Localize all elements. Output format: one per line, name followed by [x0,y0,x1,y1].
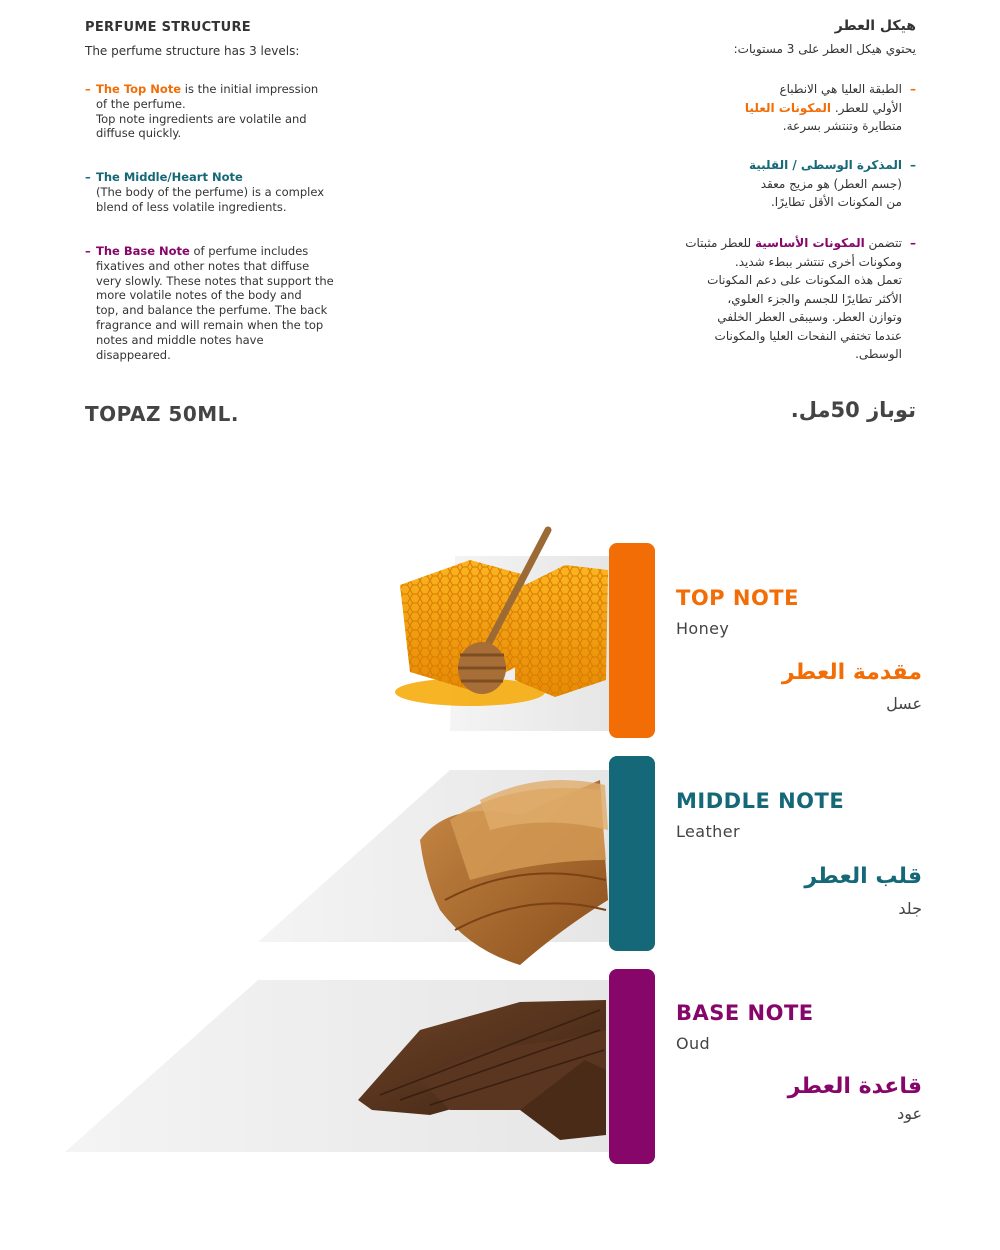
top-note-title-ar: مقدمة العطر [781,660,922,685]
bullet-dash: – [85,244,91,258]
base-note-highlight-ar: المكونات الأساسية [754,236,865,250]
middle-note-title-ar: قلب العطر [804,864,922,889]
base-note-ingredient: Oud [676,1034,711,1053]
base-note-highlight: The Base Note [96,244,190,258]
middle-note-ingredient-ar: جلد [898,899,922,918]
base-note-title: BASE NOTE [676,1001,814,1025]
top-note-ingredient-ar: عسل [886,694,922,713]
middle-note-highlight: The Middle/Heart Note [96,170,243,184]
english-middle-note-paragraph: – The Middle/Heart Note (The body of the perfume) is a complex blend of less volatile ingredients. [85,170,325,214]
middle-note-title: MIDDLE NOTE [676,789,845,813]
bullet-dash: – [910,158,916,172]
top-note-highlight: The Top Note [96,82,182,96]
arabic-title: هيكل العطر [834,18,916,34]
english-intro: The perfume structure has 3 levels: [85,44,300,58]
top-note-highlight-ar: المكونات العليا [744,100,832,115]
middle-note-bar [609,756,655,951]
product-name-ar: توباز 50مل. [790,398,916,422]
middle-note-highlight-ar: المذكرة الوسطى / القلبية [748,158,902,172]
arabic-top-note-paragraph: – الطبقة العليا هي الانطباع الأولي للعطر. المكونات العليا متطايرة وتنتشر بسرعة. [744,82,916,133]
arabic-middle-note-paragraph: – المذكرة الوسطى / القلبية (جسم العطر) هو مزيج معقد من المكونات الأقل تطايرًا. [748,158,916,209]
arabic-base-note-paragraph: – تتضمن المكونات الأساسية للعطر مثبتات ومكونات أخرى تنتشر ببطء شديد. تعمل هذه المكونات على دعم المكونات الأكثر تطايرًا للجسم والجزء العلوي، وتوازن العطر. وسيبقى العطر الخلفي عندما تختفي النفحات العليا والمكونات الوسطى. [685,236,916,361]
bullet-dash: – [910,82,916,96]
base-note-bar [609,969,655,1164]
product-name-en: TOPAZ 50ML. [85,402,239,426]
english-top-note-paragraph: – The Top Note is the initial impression of the perfume. Top note ingredients are volatile and diffuse quickly. [85,82,319,141]
top-note-title: TOP NOTE [676,586,799,610]
english-base-note-paragraph: – The Base Note of perfume includes fixatives and other notes that diffuse very slowly. These notes that support the more volatile notes of the body and top, and balance the perfume. The back fragrance and will remain when the top notes and middle notes have disappeared. [85,244,334,362]
arabic-intro: يحتوي هيكل العطر على 3 مستويات: [733,42,916,56]
base-note-ingredient-ar: عود [897,1104,922,1123]
middle-note-ingredient: Leather [676,822,740,841]
bullet-dash: – [910,236,916,250]
top-note-ingredient: Honey [676,619,730,638]
bullet-dash: – [85,170,91,184]
top-note-bar [609,543,655,738]
english-title: PERFUME STRUCTURE [85,20,251,35]
base-note-title-ar: قاعدة العطر [787,1074,922,1099]
bullet-dash: – [85,82,91,96]
